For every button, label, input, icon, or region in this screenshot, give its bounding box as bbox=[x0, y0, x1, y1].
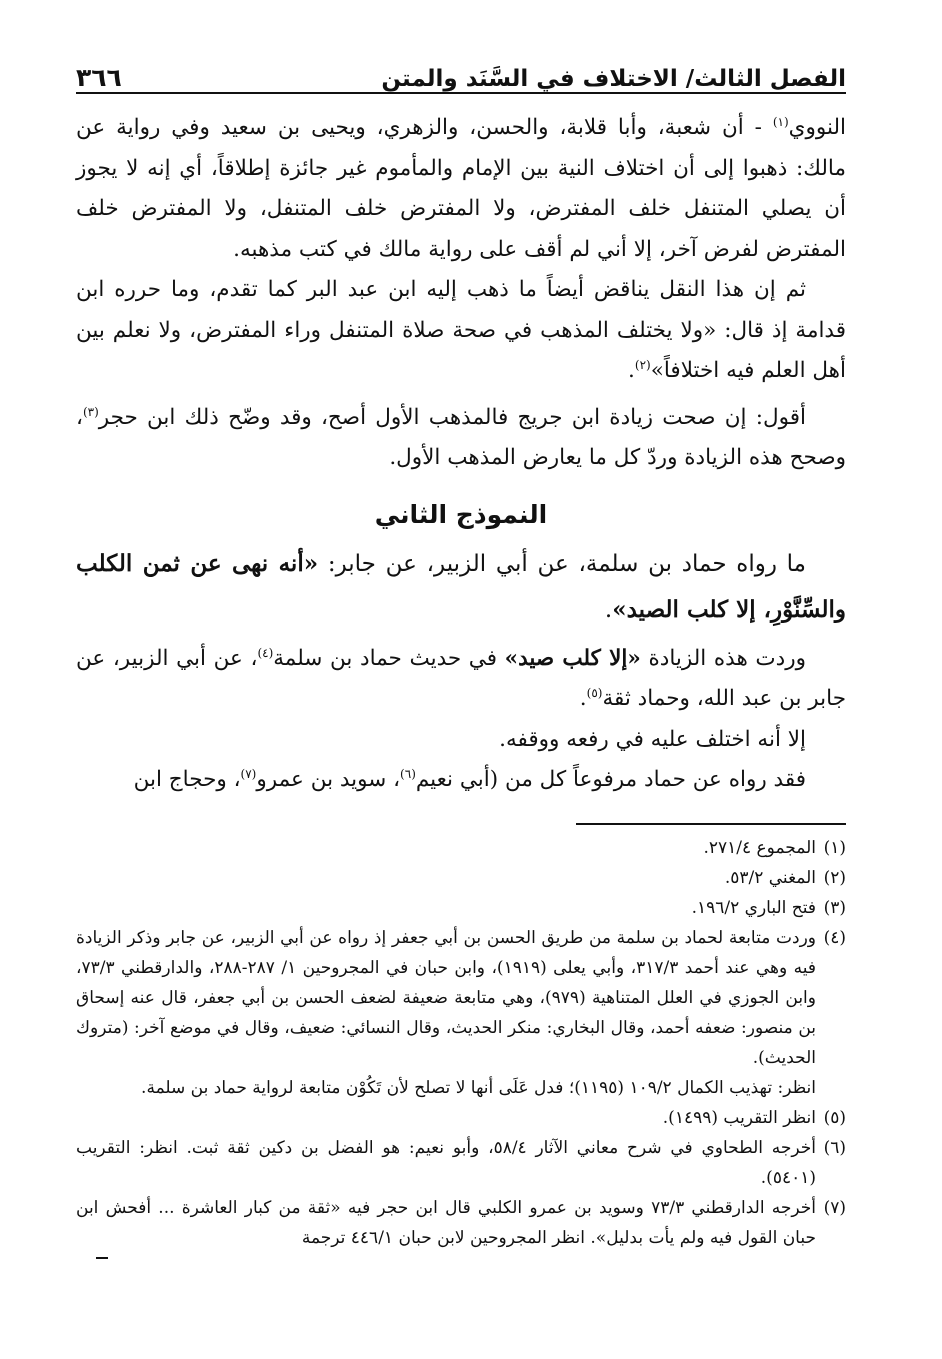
main-text bbox=[76, 108, 846, 801]
paragraph bbox=[76, 541, 846, 633]
footnote bbox=[76, 863, 846, 893]
text-run: أقول: إن صحت زيادة ابن جريج فالمذهب الأول أصح، وقد وضّح ذلك ابن حجر bbox=[98, 404, 806, 430]
page-header bbox=[76, 50, 846, 94]
paragraph bbox=[76, 720, 846, 761]
footnotes bbox=[76, 833, 846, 1259]
footnote-divider bbox=[576, 823, 846, 825]
continuation-mark bbox=[96, 1257, 108, 1259]
footnote-text: المغني ٥٣/٢. bbox=[724, 867, 816, 888]
footnote bbox=[76, 833, 846, 863]
paragraph bbox=[76, 108, 846, 270]
footnote-ref: (٥) bbox=[586, 685, 603, 700]
hadith-quote: «أنه نهى عن ثمن الكلب والسِّنَّوْرِ، إلا كلب الصيد» bbox=[76, 549, 846, 623]
footnote-number: (١) bbox=[823, 837, 846, 858]
text-run: . bbox=[579, 686, 587, 711]
footnote-number: (٣) bbox=[823, 897, 846, 918]
text-run: ، عن أبي الزبير، عن جابر بن عبد الله، وحماد ثقة bbox=[76, 645, 846, 711]
footnote-number: (٢) bbox=[823, 867, 846, 888]
footnote-ref: (٧) bbox=[240, 766, 257, 781]
footnote-text: انظر التقريب (١٤٩٩). bbox=[662, 1107, 816, 1128]
paragraph bbox=[76, 760, 846, 801]
footnote bbox=[76, 923, 846, 1073]
paragraph bbox=[76, 639, 846, 720]
paragraph bbox=[76, 398, 846, 479]
running-title: الفصل الثالث/ الاختلاف في السَّنَد والمتن bbox=[381, 66, 846, 92]
footnote-ref: (٣) bbox=[82, 404, 99, 419]
text-run: فقد رواه عن حماد مرفوعاً كل من (أبي نعيم bbox=[415, 767, 806, 792]
footnote-ref: (٢) bbox=[634, 357, 651, 372]
text-run: ، وصحح هذه الزيادة وردّ كل ما يعارض المذهب الأول. bbox=[76, 404, 846, 470]
footnote bbox=[76, 893, 846, 923]
page-number: ٣٦٦ bbox=[76, 63, 122, 92]
footnote-number: (٦) bbox=[823, 1137, 846, 1158]
footnote-text: أخرجه الطحاوي في شرح معاني الآثار ٥٨/٤، وأبو نعيم: هو الفضل بن دكين ثقة ثبت. انظر: التقريب (٥٤٠١). bbox=[76, 1137, 816, 1188]
text-run: ، سويد بن عمرو bbox=[256, 767, 401, 792]
text-run: ما رواه حماد بن سلمة، عن أبي الزبير، عن جابر: bbox=[318, 550, 807, 577]
text-run: في حديث حماد بن سلمة bbox=[273, 645, 505, 671]
text-run: . bbox=[628, 358, 635, 383]
footnote bbox=[76, 1133, 846, 1193]
footnote-text: أخرجه الدارقطني ٧٣/٣ وسويد بن عمرو الكلبي قال ابن حجر فيه «ثقة من كبار العاشرة ... أفحش ابن حبان القول فيه ولم يأت بدليل». انظر المجروحين لابن حبان ٤٤٦/١ ترجمة bbox=[76, 1197, 816, 1248]
footnote-text: فتح الباري ١٩٦/٢. bbox=[691, 897, 816, 918]
footnote-ref: (٦) bbox=[400, 766, 416, 781]
footnote-number: (٤) bbox=[823, 927, 846, 948]
book-page bbox=[76, 50, 846, 1259]
footnote-ref: (٤) bbox=[257, 645, 274, 660]
text-run: إلا أنه اختلف عليه في رفعه ووقفه. bbox=[499, 726, 806, 752]
text-run: . bbox=[604, 596, 613, 623]
text-run: النووي bbox=[788, 115, 846, 140]
footnote-text: وردت متابعة لحماد بن سلمة من طريق الحسن بن أبي جعفر إذ رواه عن أبي الزبير، عن جابر وذكر الزيادة فيه وهي عند أحمد ٣١٧/٣، وأبي يعلى (١٩١٩)، وابن حبان في المجروحين ١/ ٢٨٧-٢٨٨، والدارقطني ٧٣/٣، وابن الجوزي في العلل المتناهية (٩٧٩)، وهي متابعة ضعيفة لضعف الحسن بن أبي جعفر، قال عنه إسحاق بن منصور: ضعفه أحمد، وقال البخاري: منكر الحديث، وقال النسائي: ضعيف، وقال في موضع آخر: (متروك الحديث). bbox=[76, 927, 817, 1068]
paragraph bbox=[76, 270, 846, 392]
footnote-text: المجموع ٢٧١/٤. bbox=[703, 837, 816, 858]
footnote-number: (٥) bbox=[823, 1107, 846, 1128]
footnote bbox=[76, 1193, 846, 1253]
text-run: ثم إن هذا النقل يناقض أيضاً ما ذهب إليه ابن عبد البر كما تقدم، وما حرره ابن قدامة إذ قال: «ولا يختلف المذهب في صحة صلاة المتنفل وراء المفترض، ولا نعلم بين أهل العلم فيه اختلافاً» bbox=[76, 277, 846, 383]
section-heading: النموذج الثاني bbox=[374, 499, 548, 529]
text-run: ، وحجاج ابن bbox=[133, 767, 241, 792]
footnote bbox=[76, 1103, 846, 1133]
text-run: وردت هذه الزيادة bbox=[640, 645, 806, 671]
footnote-continuation: انظر: تهذيب الكمال ١٠٩/٢ (١١٩٥)؛ فدل عَلَى أنها لا تصلح لأن تَكُوْن متابعة لرواية حماد بن سلمة. bbox=[141, 1077, 816, 1098]
footnote-ref: (١) bbox=[772, 114, 789, 129]
hadith-quote: «إلا كلب صيد» bbox=[504, 645, 641, 671]
footnote-number: (٧) bbox=[823, 1197, 846, 1218]
text-run: - أن شعبة، وأبا قلابة، والحسن، والزهري، ويحيى بن سعيد وفي رواية عن مالك: ذهبوا إلى أن اختلاف النية بين الإمام والمأموم غير جائزة إطلاقاً، أي إنه لا يجوز أن يصلي المتنفل خلف المفترض، ولا المفترض خلف المتنفل، ولا المفترض خلف المفترض لفرض آخر، إلا أني لم أقف على رواية مالك في كتب مذهبه. bbox=[76, 115, 846, 262]
